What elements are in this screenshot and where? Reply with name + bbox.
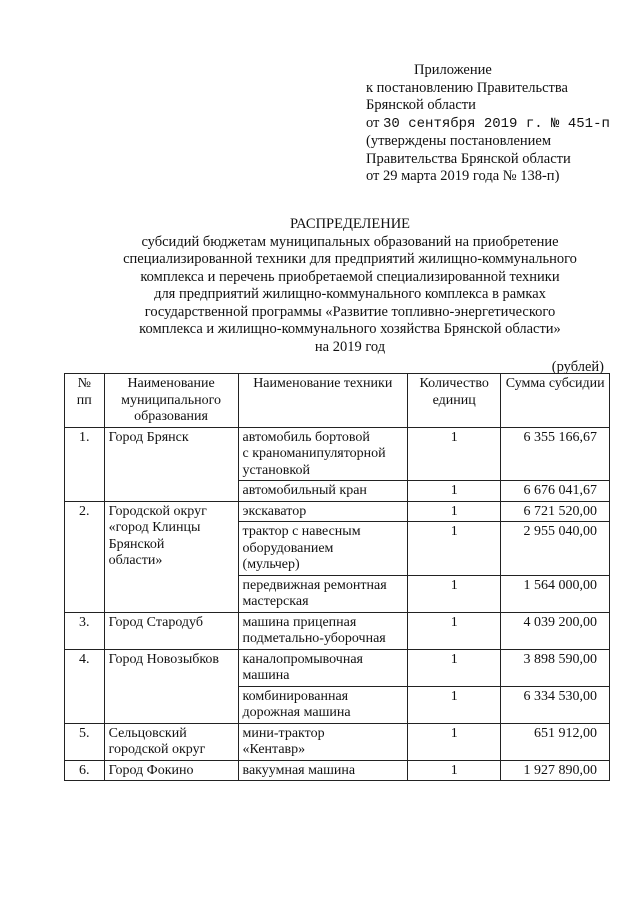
- cell-number: 6.: [65, 760, 105, 781]
- cell-equipment-text: мастерская: [242, 594, 309, 609]
- title-line: государственной программы «Развитие топливно-энергетического: [144, 303, 556, 320]
- cell-number: 5.: [65, 723, 105, 760]
- cell-sum: 3 898 590,00: [501, 649, 610, 686]
- cell-equipment-text: «Кентавр»: [242, 742, 306, 757]
- cell-sum: 6 721 520,00: [501, 501, 610, 522]
- cell-quantity: 1: [408, 649, 501, 686]
- cell-municipality-text: городской округ: [108, 742, 206, 757]
- cell-municipality-text: Город Стародуб: [108, 614, 203, 630]
- cell-equipment: [238, 522, 407, 576]
- title-line: специализированной техники для предприятий жилищно-коммунального: [123, 251, 577, 267]
- document-title: [40, 216, 640, 356]
- cell-municipality: [104, 501, 238, 612]
- cell-equipment-text: каналопромывочная: [242, 651, 363, 667]
- cell-quantity: 1: [408, 723, 501, 760]
- cell-equipment-text: дорожная машина: [242, 705, 351, 720]
- header-text: Наименование: [127, 376, 215, 391]
- cell-sum: 1 564 000,00: [501, 575, 610, 612]
- cell-number: 4.: [65, 649, 105, 723]
- cell-equipment-text: установкой: [242, 462, 310, 478]
- header-sum: [501, 374, 610, 428]
- cell-equipment: [238, 427, 407, 481]
- title-line: субсидий бюджетам муниципальных образований на приобретение: [141, 233, 559, 250]
- cell-equipment-text: (мульчер): [242, 557, 300, 572]
- header-text: Наименование техники: [253, 376, 393, 391]
- table-row: [65, 723, 610, 760]
- cell-equipment: [238, 501, 407, 522]
- units-label: (рублей): [551, 359, 604, 375]
- annex-line: Правительства Брянской области: [366, 150, 571, 167]
- cell-quantity: 1: [408, 481, 501, 502]
- cell-municipality-text: Город Брянск: [108, 429, 189, 445]
- cell-equipment-text: комбинированная: [242, 688, 349, 704]
- header-text: Количество: [419, 376, 489, 391]
- cell-quantity: 1: [408, 612, 501, 649]
- cell-municipality: [104, 427, 238, 501]
- cell-equipment-text: машина: [242, 668, 290, 683]
- cell-municipality: [104, 649, 238, 723]
- cell-equipment-text: с краноманипуляторной: [242, 446, 386, 461]
- title-line: на 2019 год: [314, 338, 386, 355]
- table-row: [65, 612, 610, 649]
- header-number: [65, 374, 105, 428]
- cell-municipality: [104, 612, 238, 649]
- table-row: [65, 427, 610, 481]
- cell-equipment-text: оборудованием: [242, 540, 334, 556]
- cell-equipment-text: подметально-уборочная: [242, 631, 386, 646]
- annex-block: [366, 62, 636, 186]
- cell-municipality-text: Город Новозыбков: [108, 651, 220, 667]
- annex-line: Брянской области: [366, 97, 476, 113]
- annex-date-prefix: от: [366, 114, 380, 131]
- table-row: [65, 649, 610, 686]
- cell-equipment-text: передвижная ремонтная: [242, 577, 387, 593]
- header-text: муниципального: [121, 392, 222, 408]
- header-equipment: [238, 374, 407, 428]
- cell-number: 2.: [65, 501, 105, 612]
- cell-quantity: 1: [408, 760, 501, 781]
- title-heading: РАСПРЕДЕЛЕНИЕ: [289, 216, 411, 232]
- cell-sum: 6 676 041,67: [501, 481, 610, 502]
- header-text: пп: [76, 392, 92, 408]
- title-line: комплекса и перечень приобретаемой специализированной техники: [140, 268, 560, 285]
- annex-line: от 29 марта 2019 года № 138-п): [366, 168, 560, 184]
- cell-equipment-text: автомобиль бортовой: [242, 429, 370, 445]
- cell-quantity: 1: [408, 686, 501, 723]
- cell-municipality-text: Брянской: [108, 536, 165, 552]
- cell-municipality-text: области»: [108, 553, 163, 568]
- header-text: Сумма субсидии: [505, 376, 605, 391]
- cell-equipment: [238, 760, 407, 781]
- cell-municipality: [104, 760, 238, 781]
- cell-equipment-text: трактор с навесным: [242, 524, 361, 539]
- cell-equipment-text: экскаватор: [242, 503, 307, 519]
- annex-line: к постановлению Правительства: [366, 79, 568, 96]
- cell-number: 1.: [65, 427, 105, 501]
- cell-sum: 2 955 040,00: [501, 522, 610, 576]
- table-header-row: [65, 374, 610, 428]
- table-row: [65, 760, 610, 781]
- cell-quantity: 1: [408, 501, 501, 522]
- cell-quantity: 1: [408, 427, 501, 481]
- cell-equipment: [238, 723, 407, 760]
- cell-equipment-text: мини-трактор: [242, 725, 325, 741]
- title-line: комплекса и жилищно-коммунального хозяйства Брянской области»: [139, 321, 561, 337]
- cell-municipality-text: Сельцовский: [108, 725, 187, 741]
- cell-municipality-text: Городской округ: [108, 503, 207, 519]
- cell-equipment: [238, 612, 407, 649]
- cell-equipment-text: машина прицепная: [242, 614, 357, 630]
- header-text: образования: [134, 409, 208, 424]
- cell-municipality-text: «город Клинцы: [108, 520, 201, 535]
- header-text: единиц: [432, 392, 476, 408]
- annex-date-stamp: 30 сентября 2019 г. № 451-п: [383, 115, 610, 132]
- cell-number: 3.: [65, 612, 105, 649]
- cell-equipment: [238, 481, 407, 502]
- cell-equipment: [238, 686, 407, 723]
- table-body: [65, 427, 610, 781]
- header-text: №: [77, 376, 91, 391]
- cell-sum: 6 355 166,67: [501, 427, 610, 481]
- annex-title: Приложение: [414, 62, 492, 78]
- cell-equipment: [238, 575, 407, 612]
- cell-equipment-text: автомобильный кран: [242, 483, 367, 498]
- subsidy-table: [64, 373, 610, 781]
- cell-sum: 6 334 530,00: [501, 686, 610, 723]
- annex-line: (утверждены постановлением: [366, 133, 552, 149]
- header-quantity: [408, 374, 501, 428]
- cell-equipment-text: вакуумная машина: [242, 762, 356, 778]
- cell-sum: 4 039 200,00: [501, 612, 610, 649]
- cell-equipment: [238, 649, 407, 686]
- cell-quantity: 1: [408, 575, 501, 612]
- cell-quantity: 1: [408, 522, 501, 576]
- cell-municipality: [104, 723, 238, 760]
- table-row: [65, 501, 610, 522]
- cell-sum: 1 927 890,00: [501, 760, 610, 781]
- cell-municipality-text: Город Фокино: [108, 762, 194, 778]
- title-line: для предприятий жилищно-коммунального комплекса в рамках: [154, 286, 546, 302]
- header-municipality: [104, 374, 238, 428]
- annex-date-line: [366, 115, 636, 134]
- cell-sum: 651 912,00: [501, 723, 610, 760]
